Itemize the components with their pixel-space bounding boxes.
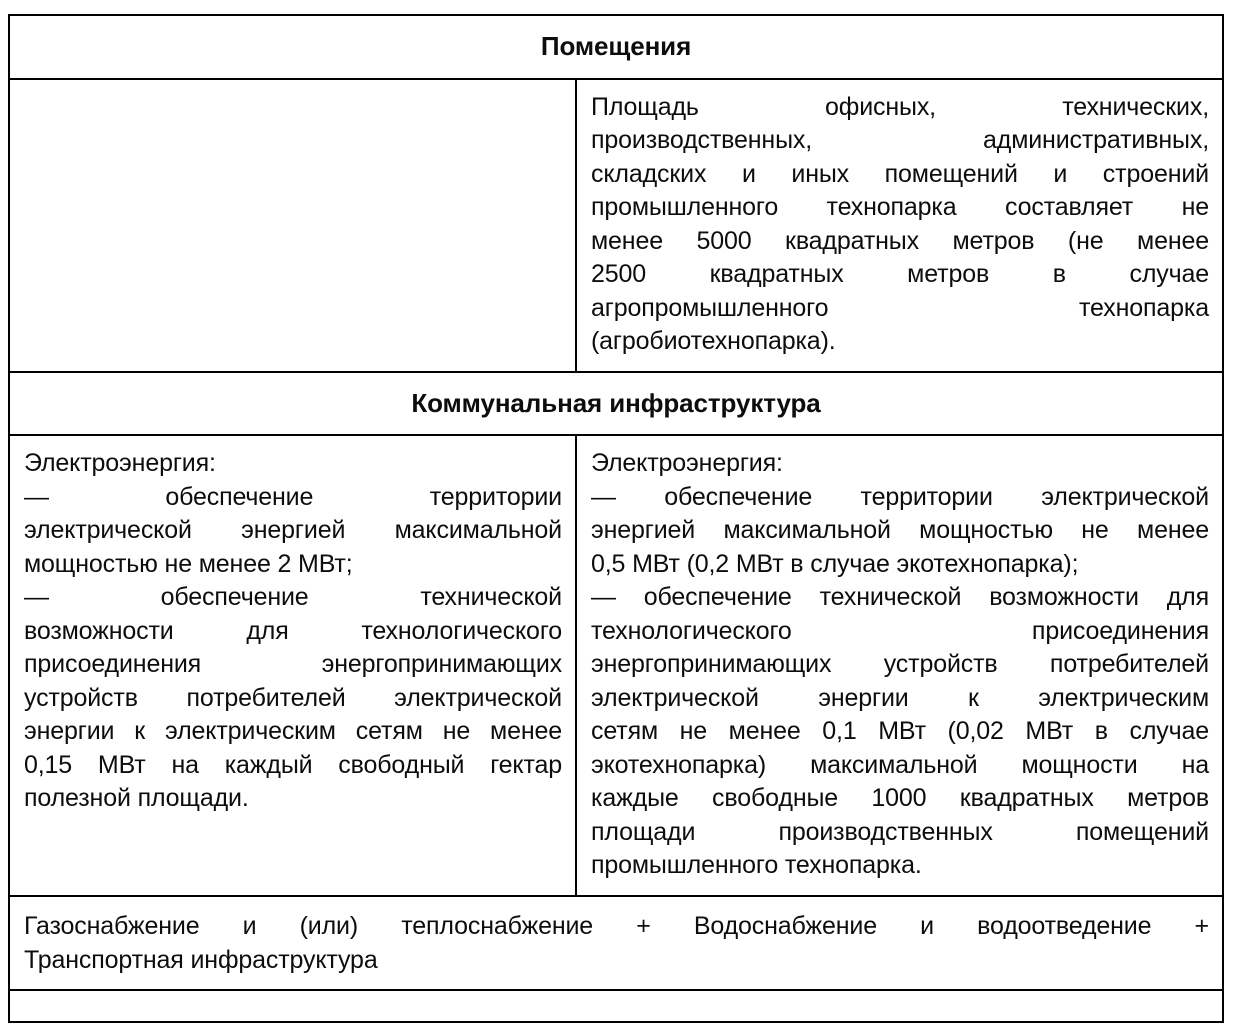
text-line: агропромышленного технопарка	[591, 293, 1209, 322]
text-line: — обеспечение технической	[24, 583, 562, 612]
table-row-premises-body	[9, 79, 1223, 372]
text-line: энергии к электрическим сетям не менее	[24, 717, 562, 746]
text-line: складских и иных помещений и строений	[591, 159, 1209, 188]
section-header-utilities: Коммунальная инфраструктура	[9, 372, 1223, 436]
table-row-section-header-utilities	[9, 372, 1223, 436]
text-line: Электроэнергия:	[591, 449, 783, 478]
text-line: электрической энергии к электрическим	[591, 683, 1209, 712]
text-line: мощностью не менее 2 МВт;	[24, 549, 353, 578]
premises-left-cell	[9, 79, 576, 372]
text-line: — обеспечение территории электрической	[591, 482, 1209, 511]
premises-right-cell	[576, 79, 1223, 372]
text-line: — обеспечение технической возможности для	[591, 583, 1209, 612]
text-line: возможности для технологического	[24, 616, 562, 645]
text-line: площади производственных помещений	[591, 817, 1209, 846]
text-line: энергопринимающих устройств потребителей	[591, 650, 1209, 679]
table-row-utilities-body	[9, 435, 1223, 896]
text-line: Транспортная инфраструктура	[24, 945, 378, 974]
text-line: Электроэнергия:	[24, 449, 216, 478]
text-line: 2500 квадратных метров в случае	[591, 260, 1209, 289]
text-line: Площадь офисных, технических,	[591, 92, 1209, 121]
text-line: экотехнопарка) максимальной мощности на	[591, 750, 1209, 779]
text-line: электрической энергией максимальной	[24, 516, 562, 545]
text-line: промышленного технопарка.	[591, 851, 922, 880]
utilities-right-cell	[576, 435, 1223, 896]
text-line: Газоснабжение и (или) теплоснабжение + Водоснабжение и водоотведение +	[24, 911, 1209, 940]
text-line: (агробиотехнопарка).	[591, 327, 836, 356]
table-row-section-header-premises	[9, 15, 1223, 79]
text-line: присоединения энергопринимающих	[24, 650, 562, 679]
other-infrastructure-cell	[9, 896, 1223, 990]
text-line: энергией максимальной мощностью не менее	[591, 516, 1209, 545]
table-row-other-infrastructure	[9, 896, 1223, 990]
text-line: технологического присоединения	[591, 616, 1209, 645]
text-line: устройств потребителей электрической	[24, 683, 562, 712]
utilities-left-cell	[9, 435, 576, 896]
text-line: сетям не менее 0,1 МВт (0,02 МВт в случае	[591, 717, 1209, 746]
text-line: 0,5 МВт (0,2 МВт в случае экотехнопарка);	[591, 549, 1079, 578]
text-line: каждые свободные 1000 квадратных метров	[591, 784, 1209, 813]
text-line: промышленного технопарка составляет не	[591, 193, 1209, 222]
requirements-table	[8, 14, 1224, 1023]
text-line: производственных, административных,	[591, 126, 1209, 155]
text-line: — обеспечение территории	[24, 482, 562, 511]
section-header-premises: Помещения	[9, 15, 1223, 79]
text-line: полезной площади.	[24, 784, 249, 813]
text-line: 0,15 МВт на каждый свободный гектар	[24, 750, 562, 779]
text-line: менее 5000 квадратных метров (не менее	[591, 226, 1209, 255]
